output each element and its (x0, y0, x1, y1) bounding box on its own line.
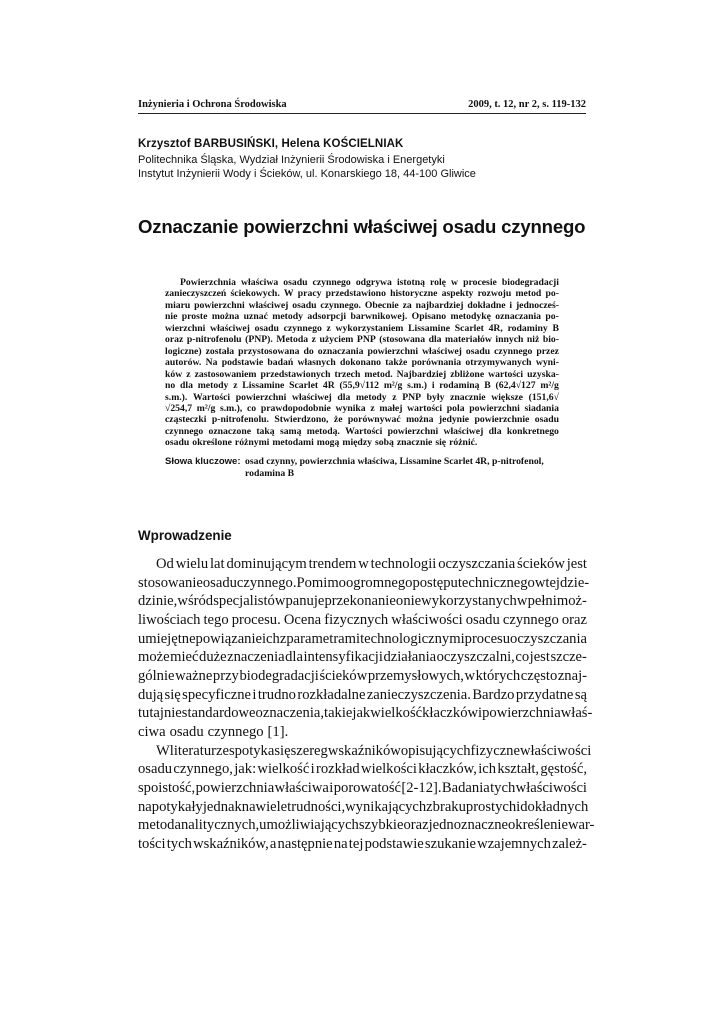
keywords-line-2: rodamina B (245, 467, 295, 479)
abstract-line: cząsteczki p-nitrofenolu. Stwierdzono, że porównywać można jedynie powierzchnie osadu (165, 414, 559, 426)
abstract-line: autorów. Na podstawie badań własnych dokonano także porównania otrzymywanych wyni- (165, 357, 559, 369)
abstract (165, 277, 559, 449)
body-line: spoistość, powierzchnia właściwa i porowatość [2-12]. Badania tych właściwości (138, 779, 587, 796)
abstract-line: s.m.). Wartości powierzchni właściwej dla metody z PNP były znacznie większe (151,6√ (165, 391, 559, 403)
affiliation-line-1: Politechnika Śląska, Wydział Inżynierii Środowiska i Energetyki (138, 154, 445, 166)
header-divider (138, 113, 586, 114)
citation: 2009, t. 12, nr 2, s. 119-132 (468, 99, 586, 110)
keywords-line-1: osad czynny, powierzchnia właściwa, Lissamine Scarlet 4R, p-nitrofenol, (245, 456, 544, 467)
body-text (138, 555, 595, 854)
section-title: Wprowadzenie (138, 528, 232, 543)
body-line: dzinie, wśród specjalistów panuje przekonanie o niewykorzystanych w pełni moż- (138, 593, 587, 610)
abstract-line: √254,7 m²/g s.m.), co prawdopodobnie wynika z małej wartości pola powierzchni siadania (165, 402, 559, 414)
body-line: stosowanie osadu czynnego. Pomimo ogromnego postępu technicznego w tej dzie- (138, 574, 590, 591)
body-line: W literaturze spotyka się szereg wskaźników opisujących fizyczne właściwości (156, 742, 592, 759)
body-line: może mieć duże znaczenia dla intensyfikacji działania oczyszczalni, co jest szcze- (138, 649, 587, 666)
abstract-line: no dla metody z Lissamine Scarlet 4R (55,9√112 m²/g s.m.) i rodaminą B (62,4√127 m²/g (165, 380, 559, 392)
abstract-line: wierzchni właściwej osadu czynnego z wykorzystaniem Lissamine Scarlet 4R, rodaminy B (165, 322, 559, 334)
body-line: osadu czynnego, jak: wielkość i rozkład wielkości kłaczków, ich kształt, gęstość, (138, 761, 587, 778)
keywords-label: Słowa kluczowe: (165, 456, 241, 467)
abstract-line: nie proste można uznać metody adsorpcji barwnikowej. Opisano metodykę oznaczania po- (165, 311, 559, 323)
body-line: liwościach tego procesu. Ocena fizycznych właściwości osadu czynnego oraz (138, 611, 587, 628)
abstract-line: czynnego oznaczone taką samą metodą. Wartości powierzchni właściwej dla konkretnego (165, 425, 559, 437)
body-line: tutaj niestandardowe oznaczenia, takie jak wielkość kłaczków i powierzchnia właś- (138, 705, 593, 722)
body-line: gólnie ważne przy biodegradacji ścieków przemysłowych, w których często znaj- (138, 667, 587, 684)
body-line: metod analitycznych, umożliwiających szybkie oraz jednoznaczne określenie war- (138, 817, 595, 834)
body-line: ciwa osadu czynnego [1]. (138, 723, 289, 740)
paper-title: Oznaczanie powierzchni właściwej osadu czynnego (138, 216, 586, 237)
abstract-line: Powierzchnia właściwa osadu czynnego odgrywa istotną rolę w procesie biodegradacji (180, 277, 559, 288)
affiliation-line-2: Instytut Inżynierii Wody i Ścieków, ul. Konarskiego 18, 44-100 Gliwice (138, 168, 476, 180)
body-line: tości tych wskaźników, a następnie na tej podstawie szukanie wzajemnych zależ- (138, 835, 587, 852)
abstract-line: oraz p-nitrofenolu (PNP). Metoda z użyciem PNP (stosowana dla materiałów innych niż bio- (165, 334, 559, 346)
body-line: napotykały jednak na wiele trudności, wynikających z braku prostych i dokładnych (138, 798, 589, 815)
keywords-text (245, 456, 565, 479)
journal-name: Inżynieria i Ochrona Środowiska (138, 99, 287, 110)
abstract-line: ków z zastosowaniem przedstawionych trzech metod. Najbardziej zbliżone wartości uzyska- (165, 368, 559, 380)
abstract-line: zanieczyszczeń ściekowych. W pracy przedstawiono historyczne aspekty rozwoju metod po- (165, 288, 559, 300)
body-line: Od wielu lat dominującym trendem w technologii oczyszczania ścieków jest (156, 556, 587, 572)
body-line: dują się specyficzne i trudno rozkładalne zanieczyszczenia. Bardzo przydatne są (138, 686, 587, 703)
abstract-line: miaru powierzchni właściwej osadu czynnego. Obecnie za najbardziej dokładne i jednocześ- (165, 299, 559, 311)
abstract-line: osadu określone różnymi metodami mogą między sobą znacznie się różnić. (165, 437, 478, 449)
abstract-line: logiczne) została przystosowana do oznaczania powierzchni właściwej osadu czynnego przez (165, 345, 559, 357)
body-line: umiejętne powiązanie ich z parametrami technologicznymi procesu oczyszczania (138, 630, 587, 647)
authors: Krzysztof BARBUSIŃSKI, Helena KOŚCIELNIAK (138, 138, 404, 150)
